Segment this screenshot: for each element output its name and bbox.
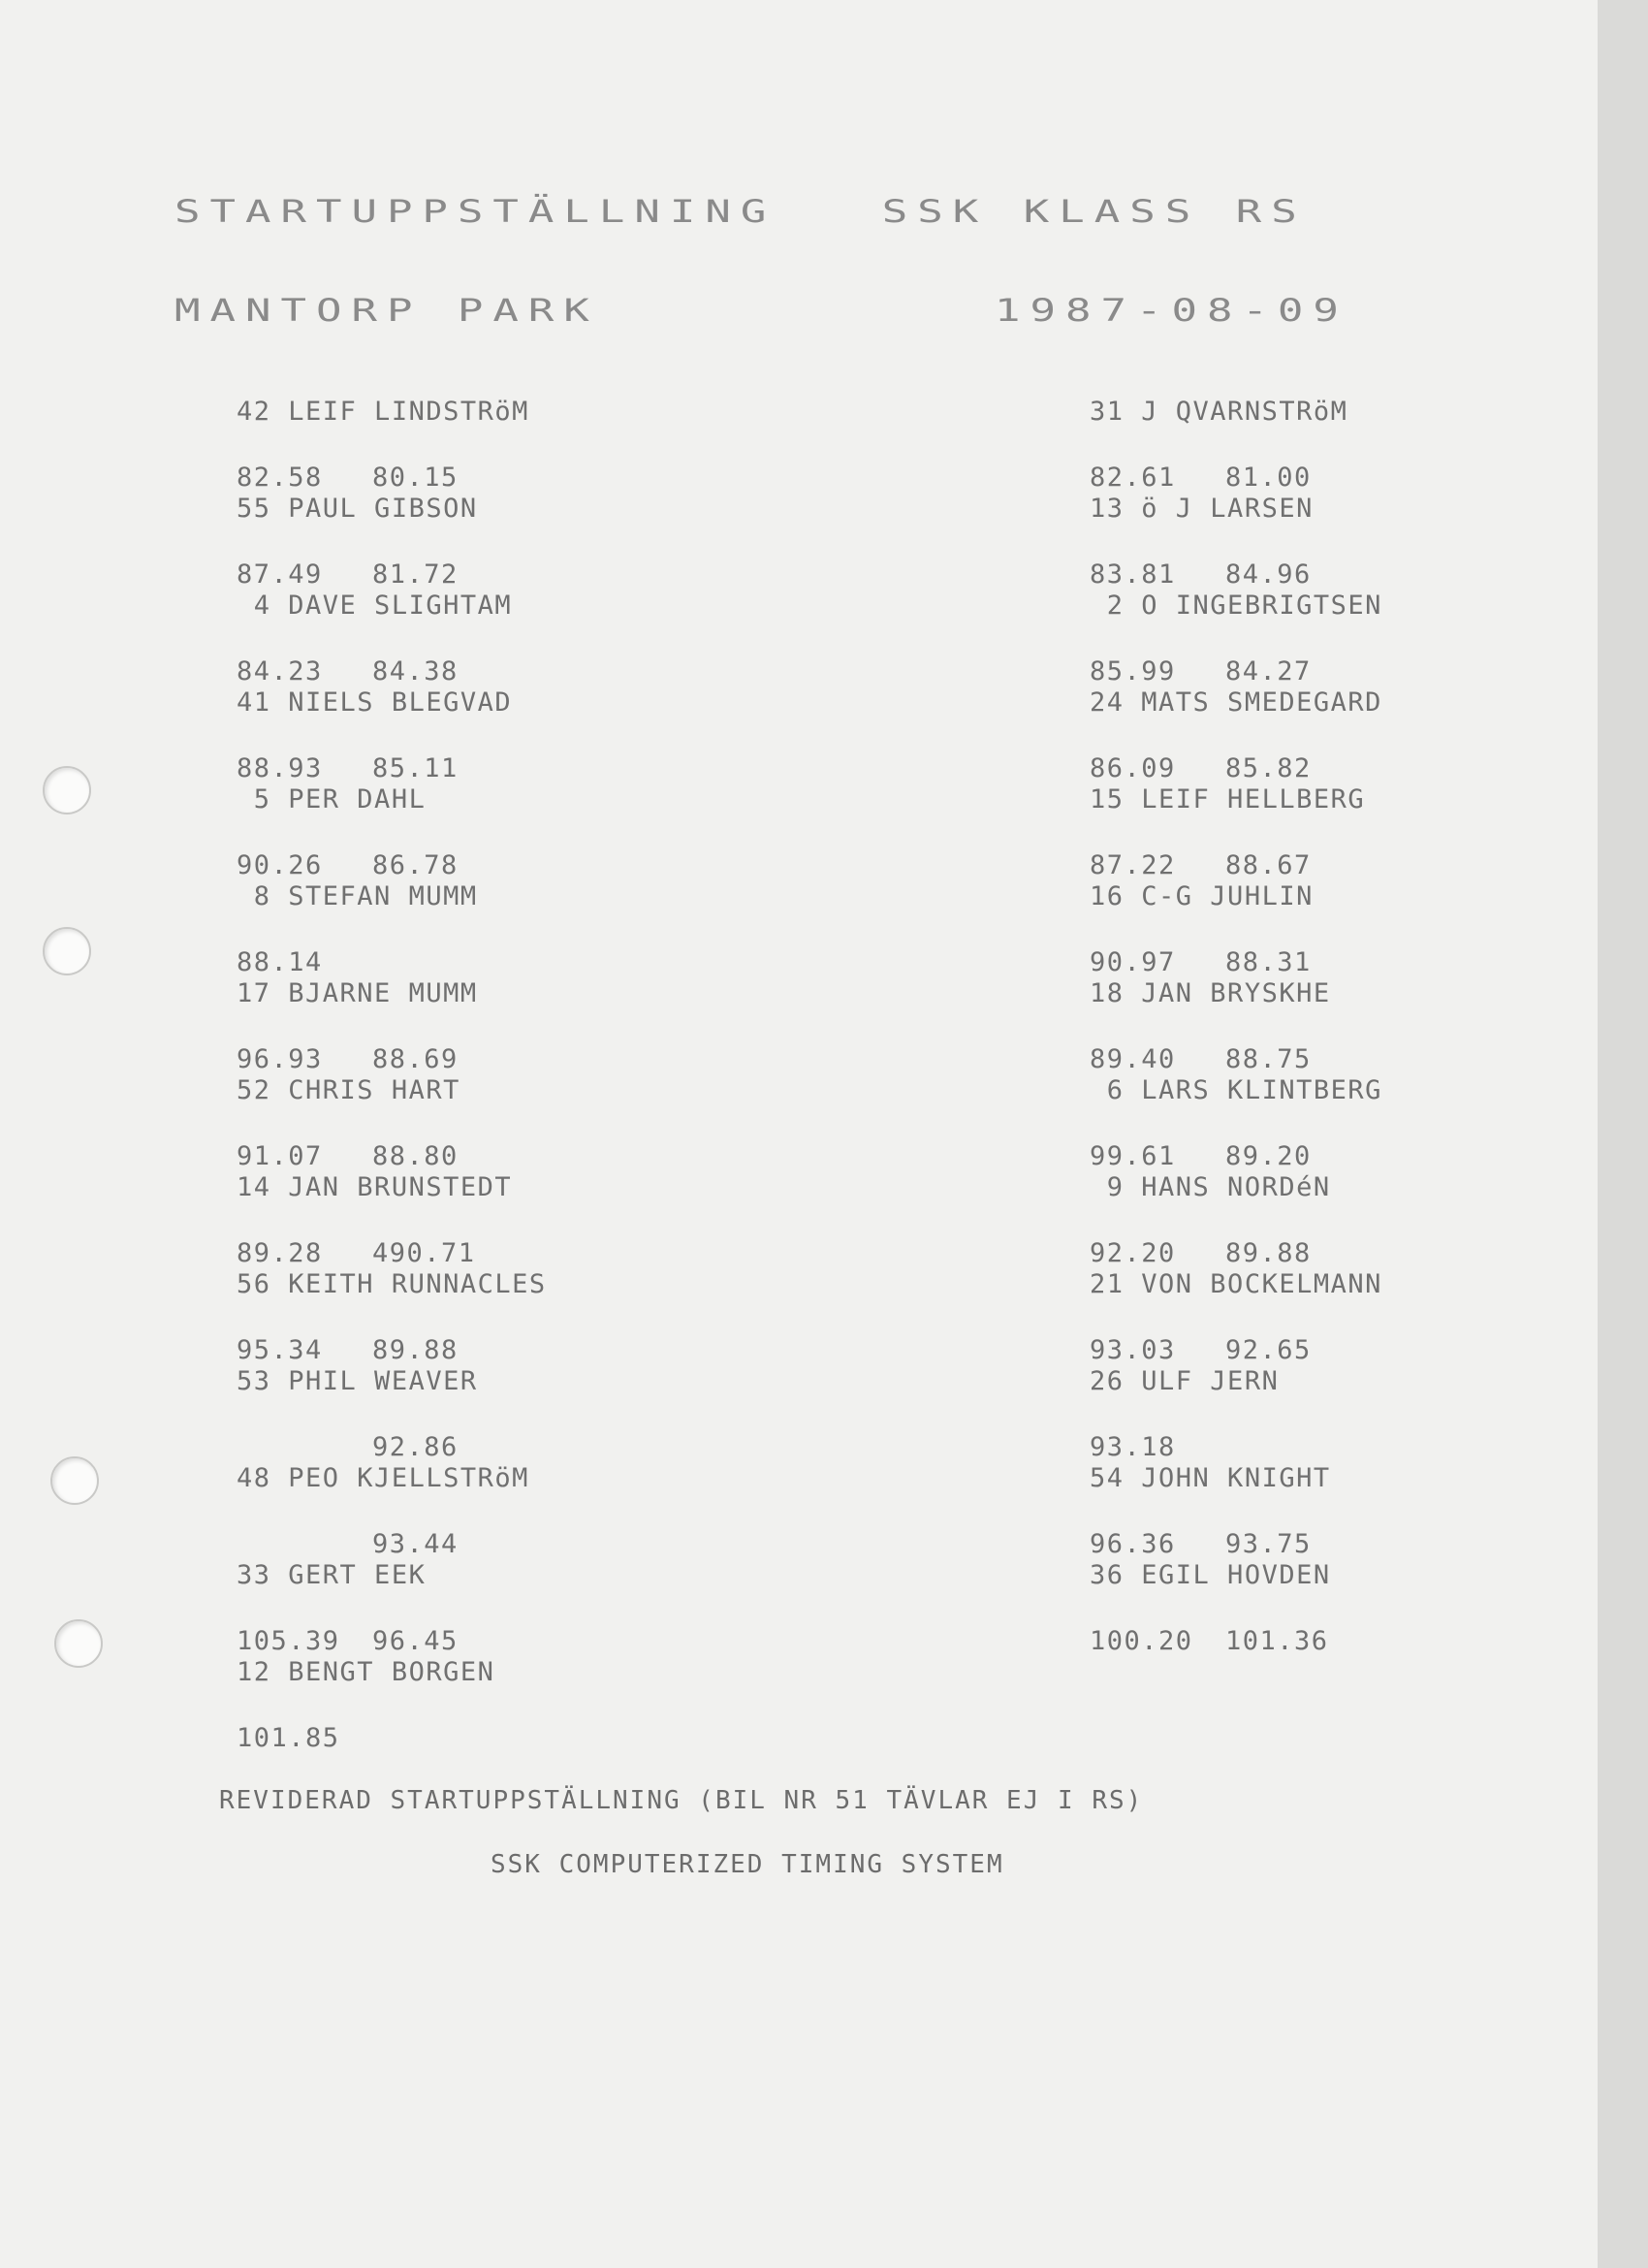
- driver-name: JAN BRYSKHE: [1141, 978, 1331, 1008]
- car-number: 17: [237, 978, 271, 1008]
- lap-time-2: 81.00: [1225, 463, 1312, 493]
- lap-time-2: 80.15: [372, 463, 459, 493]
- lap-time-1: 89.28: [237, 1238, 323, 1268]
- driver-name: LEIF LINDSTRöM: [288, 397, 529, 427]
- car-number: 53: [237, 1366, 271, 1396]
- lap-time-2: 93.44: [372, 1529, 459, 1559]
- lap-time-1: 105.39: [237, 1626, 340, 1656]
- lap-time-1: 88.14: [237, 947, 323, 977]
- lap-time-2: 84.96: [1225, 559, 1312, 590]
- car-number: 6: [1106, 1075, 1125, 1105]
- lap-time-2: 85.11: [372, 753, 459, 783]
- page-edge: [1598, 0, 1648, 2268]
- driver-name: STEFAN MUMM: [288, 881, 478, 911]
- punch-hole: [43, 927, 91, 975]
- lap-time-1: 88.93: [237, 753, 323, 783]
- lap-time-2: 81.72: [372, 559, 459, 590]
- lap-time-2: 88.69: [372, 1044, 459, 1074]
- driver-name: EGIL HOVDEN: [1141, 1560, 1331, 1590]
- lap-time-1: 96.93: [237, 1044, 323, 1074]
- driver-name: LEIF HELLBERG: [1141, 784, 1366, 815]
- lap-time-2: 85.82: [1225, 753, 1312, 783]
- car-number: 9: [1106, 1172, 1125, 1202]
- lap-time-1: 87.22: [1090, 850, 1176, 880]
- car-number: 41: [237, 687, 271, 718]
- lap-time-1: 92.20: [1090, 1238, 1176, 1268]
- car-number: 4: [253, 591, 271, 621]
- lap-time-1: 93.18: [1090, 1432, 1176, 1462]
- lap-time-2: 88.80: [372, 1141, 459, 1171]
- punch-hole: [43, 766, 91, 815]
- driver-name: PEO KJELLSTRöM: [288, 1463, 529, 1493]
- lap-time-2: 490.71: [372, 1238, 476, 1268]
- driver-name: VON BOCKELMANN: [1141, 1269, 1382, 1299]
- car-number: 14: [237, 1172, 271, 1202]
- lap-time-2: 86.78: [372, 850, 459, 880]
- driver-name: KEITH RUNNACLES: [288, 1269, 547, 1299]
- lap-time-1: 91.07: [237, 1141, 323, 1171]
- punch-hole: [50, 1456, 99, 1505]
- lap-time-1: 99.61: [1090, 1141, 1176, 1171]
- lap-time-1: 90.97: [1090, 947, 1176, 977]
- lap-time-1: 83.81: [1090, 559, 1176, 590]
- lap-time-2: 84.38: [372, 656, 459, 687]
- car-number: 55: [237, 494, 271, 524]
- timing-system-label: SSK COMPUTERIZED TIMING SYSTEM: [491, 1850, 1004, 1879]
- lap-time-1: 95.34: [237, 1335, 323, 1365]
- lap-time-2: 88.67: [1225, 850, 1312, 880]
- car-number: 31: [1090, 397, 1125, 427]
- driver-name: MATS SMEDEGARD: [1141, 687, 1382, 718]
- lap-time-1: 96.36: [1090, 1529, 1176, 1559]
- start-entry: [178, 1623, 494, 1788]
- lap-time-2: 88.31: [1225, 947, 1312, 977]
- driver-name: HANS NORDéN: [1141, 1172, 1331, 1202]
- car-number: 48: [237, 1463, 271, 1493]
- lap-time-1: 82.61: [1090, 463, 1176, 493]
- lap-time-2: 84.27: [1225, 656, 1312, 687]
- lap-time-2: 89.88: [1225, 1238, 1312, 1268]
- driver-name: J QVARNSTRöM: [1141, 397, 1348, 427]
- car-number: 26: [1090, 1366, 1125, 1396]
- driver-name: O INGEBRIGTSEN: [1141, 591, 1382, 621]
- driver-name: PHIL WEAVER: [288, 1366, 478, 1396]
- venue-label: MANTORP PARK: [174, 293, 599, 329]
- lap-time-1: 100.20: [1090, 1626, 1193, 1656]
- lap-time-2: 101.36: [1225, 1626, 1329, 1656]
- document-title: STARTUPPSTÄLLNING SSK KLASS RS: [174, 194, 1307, 230]
- lap-time-1: 82.58: [237, 463, 323, 493]
- driver-name: BJARNE MUMM: [288, 978, 478, 1008]
- lap-time-2: 92.86: [372, 1432, 459, 1462]
- driver-name: ULF JERN: [1141, 1366, 1280, 1396]
- driver-name: NIELS BLEGVAD: [288, 687, 513, 718]
- lap-time-2: 96.45: [372, 1626, 459, 1656]
- car-number: 18: [1090, 978, 1125, 1008]
- lap-time-2: 89.20: [1225, 1141, 1312, 1171]
- car-number: 54: [1090, 1463, 1125, 1493]
- driver-name: GERT EEK: [288, 1560, 427, 1590]
- driver-name: PER DAHL: [288, 784, 427, 815]
- lap-time-2: 88.75: [1225, 1044, 1312, 1074]
- car-number: 16: [1090, 881, 1125, 911]
- revision-note: REVIDERAD STARTUPPSTÄLLNING (BIL NR 51 TÄVLAR EJ I RS): [219, 1786, 1144, 1815]
- lap-time-1: 85.99: [1090, 656, 1176, 687]
- driver-name: C-G JUHLIN: [1141, 881, 1314, 911]
- car-number: 12: [237, 1657, 271, 1687]
- car-number: 56: [237, 1269, 271, 1299]
- car-number: 21: [1090, 1269, 1125, 1299]
- lap-time-1: 101.85: [237, 1723, 340, 1753]
- lap-time-2: 93.75: [1225, 1529, 1312, 1559]
- driver-name: LARS KLINTBERG: [1141, 1075, 1382, 1105]
- car-number: 13: [1090, 494, 1125, 524]
- driver-name: ö J LARSEN: [1141, 494, 1314, 524]
- lap-time-1: 86.09: [1090, 753, 1176, 783]
- car-number: 5: [253, 784, 271, 815]
- car-number: 15: [1090, 784, 1125, 815]
- punch-hole: [54, 1619, 103, 1668]
- car-number: 36: [1090, 1560, 1125, 1590]
- car-number: 24: [1090, 687, 1125, 718]
- driver-name: PAUL GIBSON: [288, 494, 478, 524]
- driver-name: JAN BRUNSTEDT: [288, 1172, 513, 1202]
- lap-time-1: 84.23: [237, 656, 323, 687]
- event-date: 1987-08-09: [995, 293, 1348, 329]
- driver-name: DAVE SLIGHTAM: [288, 591, 513, 621]
- car-number: 52: [237, 1075, 271, 1105]
- car-number: 2: [1106, 591, 1125, 621]
- car-number: 42: [237, 397, 271, 427]
- lap-time-1: 89.40: [1090, 1044, 1176, 1074]
- car-number: 8: [253, 881, 271, 911]
- lap-time-1: 90.26: [237, 850, 323, 880]
- lap-time-1: 87.49: [237, 559, 323, 590]
- driver-name: BENGT BORGEN: [288, 1657, 495, 1687]
- lap-time-2: 92.65: [1225, 1335, 1312, 1365]
- lap-time-1: 93.03: [1090, 1335, 1176, 1365]
- lap-time-2: 89.88: [372, 1335, 459, 1365]
- start-entry: [1031, 1526, 1331, 1691]
- driver-name: JOHN KNIGHT: [1141, 1463, 1331, 1493]
- car-number: 33: [237, 1560, 271, 1590]
- driver-name: CHRIS HART: [288, 1075, 460, 1105]
